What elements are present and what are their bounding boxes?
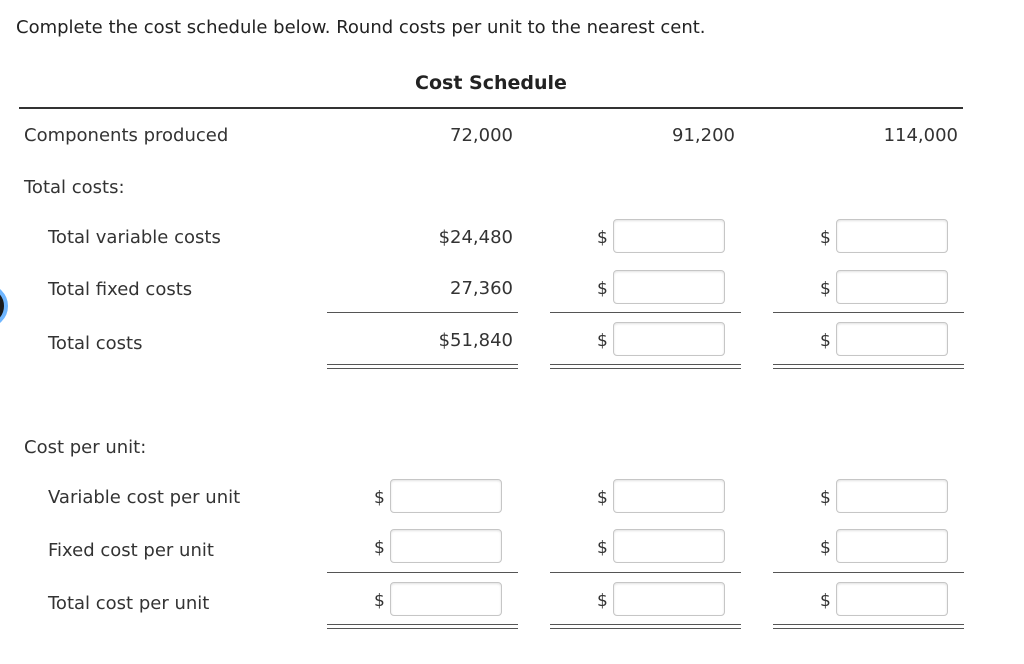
currency-sign: $ — [820, 331, 831, 351]
currency-sign: $ — [820, 488, 831, 508]
fixed-cost-per-unit-label: Fixed cost per unit — [48, 540, 214, 561]
total-per-unit-col1-input[interactable] — [390, 582, 502, 616]
components-col2: 91,200 — [672, 125, 735, 146]
currency-sign: $ — [374, 538, 385, 558]
total-double-rule — [550, 364, 741, 369]
total-costs-col3-input[interactable] — [836, 322, 948, 356]
instructions: Complete the cost schedule below. Round costs per unit to the nearest cent. — [16, 17, 706, 38]
total-double-rule — [773, 624, 964, 629]
total-fixed-col2-input[interactable] — [613, 270, 725, 304]
variable-per-unit-col3-input[interactable] — [836, 479, 948, 513]
subtotal-rule — [773, 312, 964, 313]
total-variable-col2-input[interactable] — [613, 219, 725, 253]
fixed-per-unit-col3-input[interactable] — [836, 529, 948, 563]
variable-per-unit-col1-input[interactable] — [390, 479, 502, 513]
total-variable-col1: $24,480 — [438, 227, 513, 248]
currency-sign: $ — [597, 331, 608, 351]
total-double-rule — [550, 624, 741, 629]
currency-sign: $ — [597, 538, 608, 558]
fixed-per-unit-col2-input[interactable] — [613, 529, 725, 563]
total-costs-col1: $51,840 — [438, 330, 513, 351]
total-cost-per-unit-label: Total cost per unit — [48, 593, 210, 614]
total-costs-header: Total costs: — [24, 177, 125, 198]
subtotal-rule — [550, 312, 741, 313]
side-panel-toggle[interactable] — [0, 284, 8, 328]
total-fixed-col3-input[interactable] — [836, 270, 948, 304]
schedule-title: Cost Schedule — [415, 72, 567, 94]
total-double-rule — [773, 364, 964, 369]
currency-sign: $ — [597, 488, 608, 508]
currency-sign: $ — [597, 279, 608, 299]
total-double-rule — [327, 364, 518, 369]
components-col1: 72,000 — [450, 125, 513, 146]
currency-sign: $ — [597, 591, 608, 611]
total-costs-col2-input[interactable] — [613, 322, 725, 356]
total-per-unit-col3-input[interactable] — [836, 582, 948, 616]
header-rule — [19, 107, 963, 109]
currency-sign: $ — [820, 591, 831, 611]
total-variable-col3-input[interactable] — [836, 219, 948, 253]
currency-sign: $ — [374, 488, 385, 508]
components-produced-label: Components produced — [24, 125, 229, 146]
subtotal-rule — [773, 572, 964, 573]
subtotal-rule — [550, 572, 741, 573]
total-double-rule — [327, 624, 518, 629]
total-fixed-col1: 27,360 — [450, 278, 513, 299]
total-per-unit-col2-input[interactable] — [613, 582, 725, 616]
subtotal-rule — [327, 312, 518, 313]
total-variable-costs-label: Total variable costs — [48, 227, 221, 248]
currency-sign: $ — [820, 228, 831, 248]
currency-sign: $ — [820, 538, 831, 558]
fixed-per-unit-col1-input[interactable] — [390, 529, 502, 563]
variable-cost-per-unit-label: Variable cost per unit — [48, 487, 241, 508]
total-fixed-costs-label: Total fixed costs — [48, 279, 193, 300]
total-costs-label: Total costs — [48, 333, 143, 354]
cost-per-unit-header: Cost per unit: — [24, 437, 147, 458]
variable-per-unit-col2-input[interactable] — [613, 479, 725, 513]
currency-sign: $ — [374, 591, 385, 611]
currency-sign: $ — [597, 228, 608, 248]
subtotal-rule — [327, 572, 518, 573]
components-col3: 114,000 — [883, 125, 958, 146]
currency-sign: $ — [820, 279, 831, 299]
